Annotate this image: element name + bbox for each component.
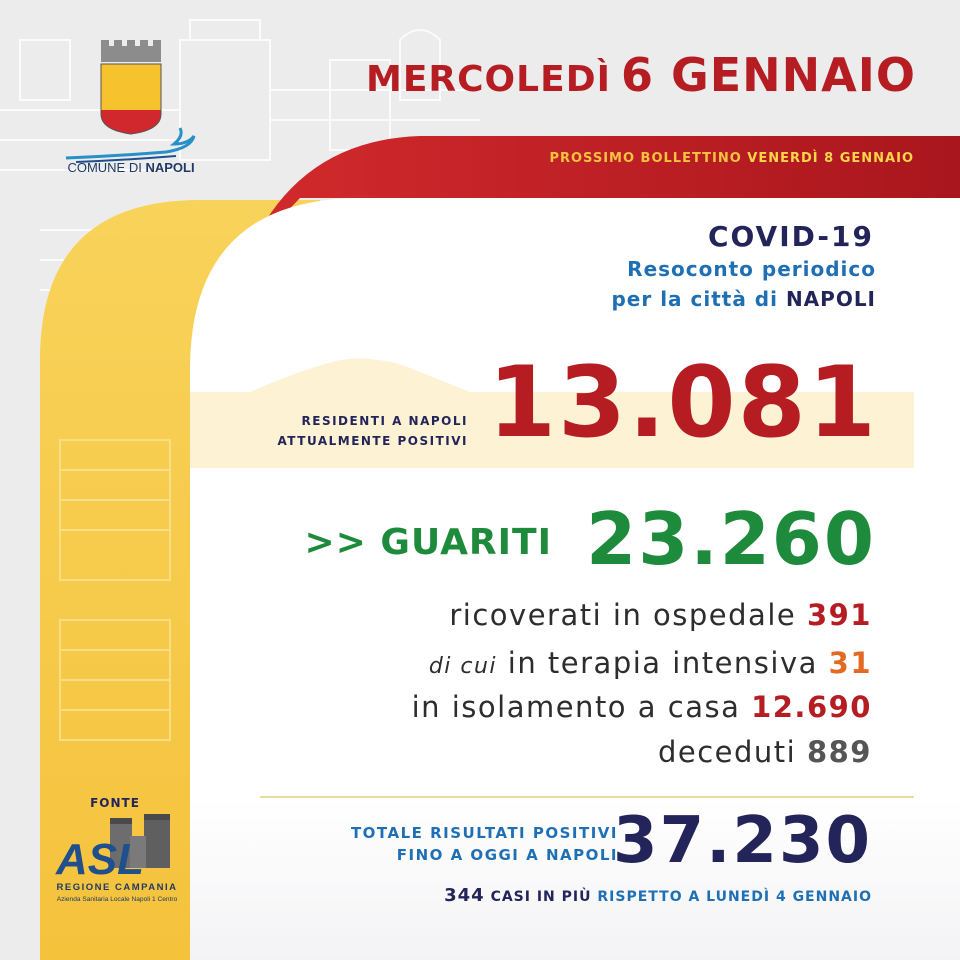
title-city-line — [611, 287, 876, 311]
asl-region: REGIONE CAMPANIA — [56, 882, 178, 893]
asl-letters: ASL — [56, 835, 144, 884]
logo-text-plain: COMUNE DI — [67, 160, 146, 175]
intensive-care-prefix: di cui — [428, 654, 498, 679]
asl-name: Azienda Sanitaria Locale Napoli 1 Centro — [56, 896, 178, 903]
title-city-prefix: per la città di — [611, 287, 786, 311]
daily-increase-comparison: RISPETTO A LUNEDÌ 4 GENNAIO — [591, 889, 872, 905]
deaths-value: 889 — [806, 735, 872, 769]
positives-label — [277, 411, 468, 451]
daily-increase — [444, 885, 872, 906]
asl-napoli-logo-icon — [52, 812, 182, 908]
hospitalized-label: ricoverati in ospedale — [449, 598, 807, 632]
title-covid: COVID-19 — [707, 220, 874, 253]
source-label: FONTE — [90, 796, 140, 810]
title-subtitle: Resoconto periodico — [627, 257, 876, 281]
deaths-label: deceduti — [657, 735, 807, 769]
totals-value: 37.230 — [613, 804, 872, 878]
hospitalized-value: 391 — [806, 598, 872, 632]
positives-label-line2: ATTUALMENTE POSITIVI — [277, 434, 468, 448]
home-isolation-value: 12.690 — [751, 690, 872, 724]
totals-label — [351, 822, 618, 866]
recovered-label: >> GUARITI — [304, 522, 552, 563]
positives-value: 13.081 — [487, 346, 878, 460]
logo-text-bold: NAPOLI — [145, 160, 195, 175]
daily-increase-value: 344 — [444, 885, 485, 906]
comune-logo-text — [56, 160, 206, 175]
totals-label-line2: FINO A OGGI A NAPOLI — [396, 846, 618, 864]
home-isolation-label: in isolamento a casa — [411, 690, 752, 724]
positives-label-line1: RESIDENTI A NAPOLI — [301, 414, 468, 428]
hospitalized-row — [449, 598, 872, 632]
next-bulletin — [549, 151, 914, 166]
deaths-row — [658, 735, 872, 769]
intensive-care-row — [429, 646, 872, 680]
totals-label-line1: TOTALE RISULTATI POSITIVI — [350, 824, 618, 842]
date-number: 6 GENNAIO — [620, 48, 916, 102]
intensive-care-label: in terapia intensiva — [497, 646, 829, 680]
next-bulletin-date: VENERDÌ 8 GENNAIO — [747, 151, 914, 166]
intensive-care-value: 31 — [828, 646, 872, 680]
next-bulletin-prefix: PROSSIMO BOLLETTINO — [549, 151, 748, 166]
daily-increase-casi: CASI IN PIÙ — [484, 889, 592, 905]
bulletin-date — [366, 48, 916, 102]
weekday: MERCOLEDÌ — [366, 59, 611, 100]
divider — [260, 796, 914, 798]
title-city: NAPOLI — [785, 287, 876, 311]
home-isolation-row — [412, 690, 872, 724]
recovered-value: 23.260 — [586, 497, 876, 581]
